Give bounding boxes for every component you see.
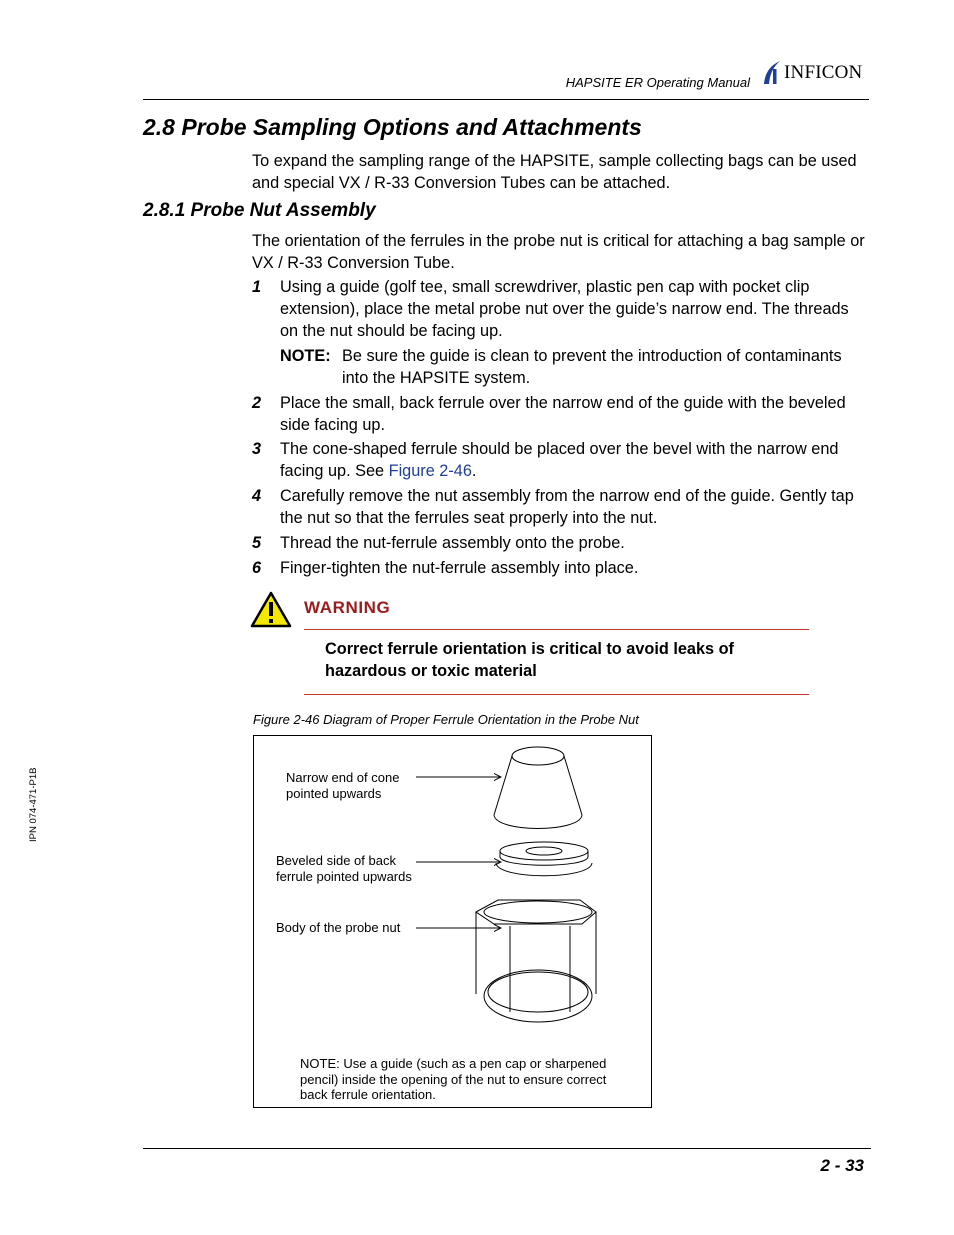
section-intro: To expand the sampling range of the HAPSITE, sample collecting bags can be used and special VX / R-33 Conversion Tubes can be attached. [252,152,857,192]
cone-ferrule [494,747,582,829]
probe-nut [476,900,596,1022]
note-text: Be sure the guide is clean to prevent the introduction of contaminants into the HAPSITE system. [342,347,842,387]
back-ferrule [496,842,592,876]
logo-text: INFICON [784,62,863,83]
step-text-part: . [471,462,477,480]
step-text: Place the small, back ferrule over the narrow end of the guide with the beveled side facing up. [280,394,846,434]
nut-label: Body of the probe nut [276,920,401,935]
figure-note-line: back ferrule orientation. [300,1087,436,1102]
step-text-part: The cone-shaped ferrule should be placed over the bevel with the narrow end facing up. See [280,440,839,480]
header-rule [143,99,869,100]
subsection-heading: 2.8.1 Probe Nut Assembly [143,200,376,221]
warning-top-rule [304,629,809,630]
warning-bottom-rule [304,694,809,695]
cone-label-line: Narrow end of cone [286,770,400,785]
step-number: 1 [252,278,262,296]
cone-label-line: pointed upwards [286,786,382,801]
step-number: 5 [252,534,262,552]
warning-text: Correct ferrule orientation is critical to avoid leaks of hazardous or toxic material [325,640,734,680]
note-label: NOTE: [280,347,331,365]
step-number: 3 [252,440,262,458]
footer-rule [143,1148,871,1149]
cone-label [286,770,399,802]
manual-title: HAPSITE ER Operating Manual [565,75,750,90]
step-text: Carefully remove the nut assembly from the narrow end of the guide. Gently tap the nut so that the ferrules seat properly into the nut. [280,487,854,527]
side-document-code: IPN 074-471-P1B [28,767,39,842]
page-number: 2 - 33 [820,1156,864,1175]
figure-note [300,1056,645,1103]
figure-note-line: pencil) inside the opening of the nut to ensure correct [300,1071,607,1087]
step-number: 2 [252,394,262,412]
ferrule-label-line: Beveled side of back [276,853,396,868]
step-number: 4 [252,487,262,505]
figure-frame [253,735,652,1108]
inficon-swoosh-icon [760,58,784,86]
step-text: Finger-tighten the nut-ferrule assembly into place. [280,559,639,577]
warning-triangle-icon [249,590,293,630]
figure-note-line: NOTE: Use a guide (such as a pen cap or sharpened [300,1056,607,1071]
figure-caption: Figure 2-46 Diagram of Proper Ferrule Orientation in the Probe Nut [253,712,639,727]
ferrule-label [276,853,412,885]
step-number: 6 [252,559,262,577]
section-heading: 2.8 Probe Sampling Options and Attachments [143,114,642,140]
figure-link[interactable]: Figure 2-46 [388,462,472,480]
step-text: Using a guide (golf tee, small screwdriver, plastic pen cap with pocket clip extension), place the metal probe nut over the guide’s narrow end. The threads on the nut should be facing up. [280,278,849,340]
subsection-intro: The orientation of the ferrules in the probe nut is critical for attaching a bag sample or VX / R-33 Conversion Tube. [252,232,865,272]
step-text [280,438,868,482]
warning-title: WARNING [304,598,391,617]
step-text: Thread the nut-ferrule assembly onto the probe. [280,534,625,552]
inficon-logo [760,58,872,86]
ferrule-label-line: ferrule pointed upwards [276,869,412,884]
